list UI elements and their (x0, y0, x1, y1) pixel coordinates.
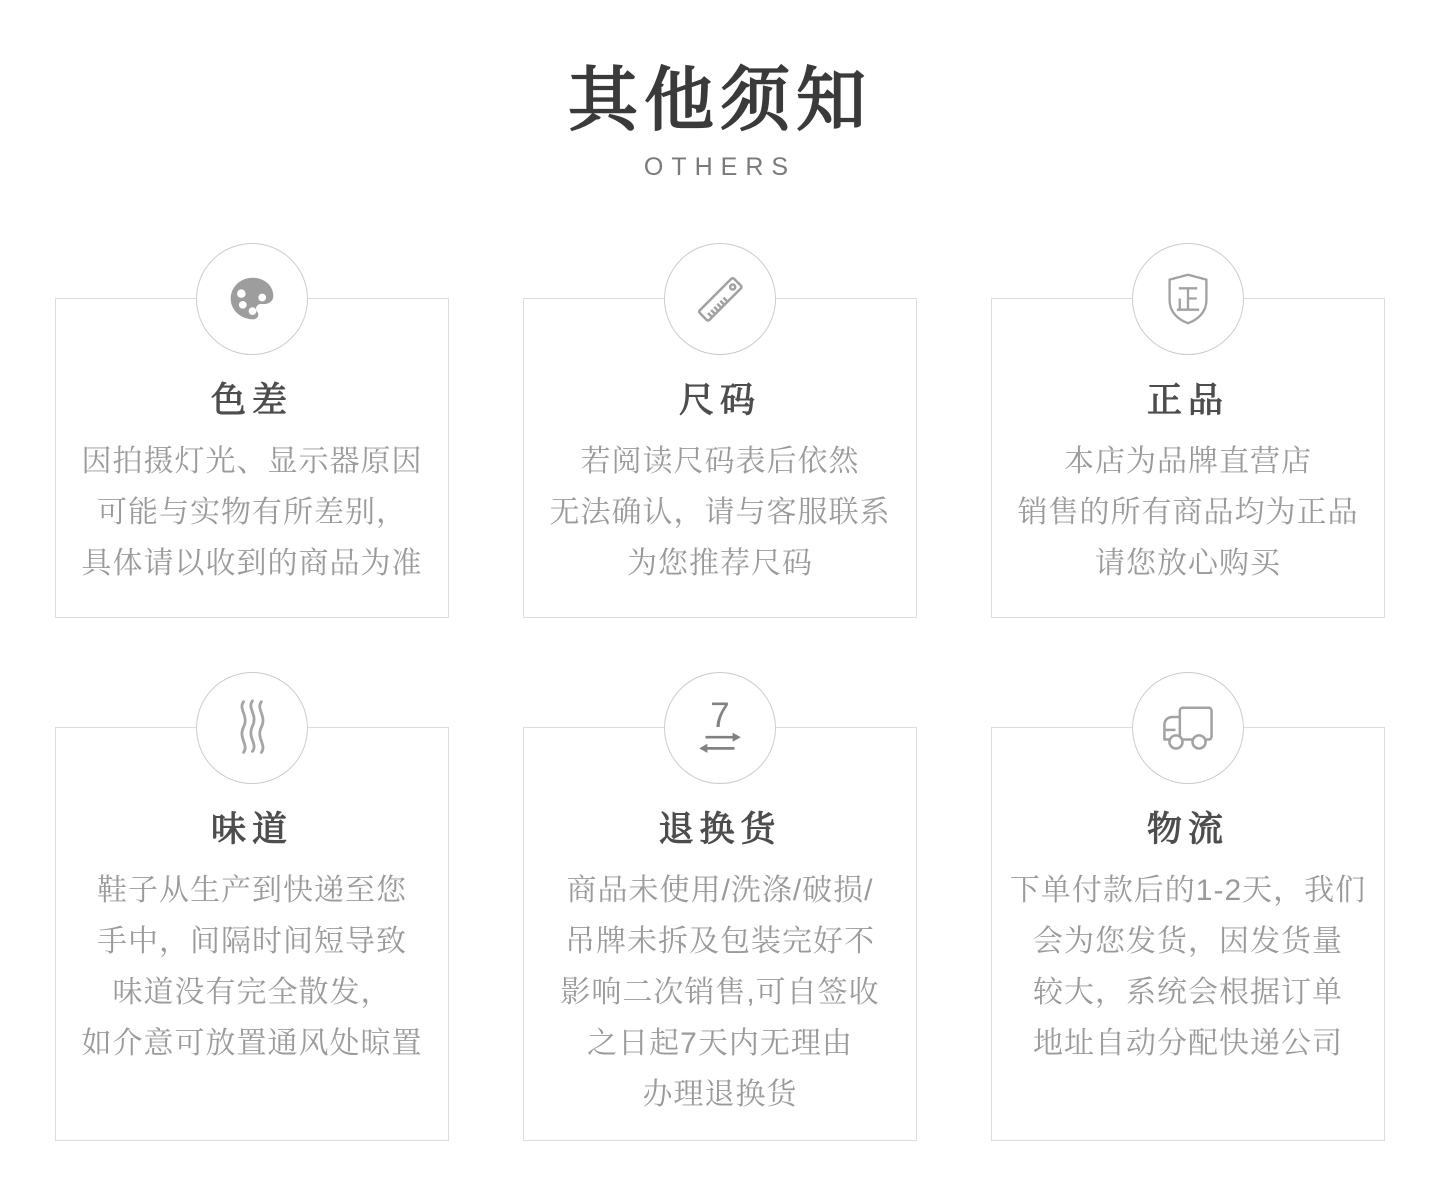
card-body (992, 865, 1384, 1069)
card-title: 色差 (210, 381, 293, 420)
return-exchange-icon-badge (664, 672, 776, 784)
card-body (56, 865, 448, 1069)
card-body (56, 436, 448, 589)
delivery-truck-icon-badge (1132, 672, 1244, 784)
card-color-difference (55, 298, 449, 618)
card-text-line: 具体请以收到的商品为准 (81, 547, 423, 580)
palette-icon-badge (196, 243, 308, 355)
card-text-line: 味道没有完全散发， (112, 976, 392, 1009)
card-text-line: 手中，间隔时间短导致 (97, 925, 407, 958)
card-text-line: 较大，系统会根据订单 (1033, 976, 1343, 1009)
card-title: 味道 (210, 810, 293, 849)
card-size (523, 298, 917, 618)
card-text-line: 为您推荐尺码 (627, 547, 813, 580)
card-text-line: 会为您发货，因发货量 (1033, 925, 1343, 958)
page-subtitle: OTHERS (643, 153, 797, 181)
card-text-line: 下单付款后的1-2天，我们 (1009, 874, 1367, 907)
delivery-truck-icon (1157, 703, 1219, 753)
card-odor (55, 727, 449, 1141)
card-text-line: 请您放心购买 (1095, 547, 1281, 580)
card-text-line: 吊牌未拆及包装完好不 (565, 925, 875, 958)
card-text-line: 因拍摄灯光、显示器原因 (81, 445, 423, 478)
card-title: 物流 (1146, 810, 1229, 849)
card-text-line: 无法确认，请与客服联系 (549, 496, 891, 529)
card-text-line: 之日起7天内无理由 (587, 1027, 853, 1060)
return-exchange-icon (689, 697, 751, 759)
genuine-shield-icon-badge (1132, 243, 1244, 355)
card-shipping (991, 727, 1385, 1141)
ruler-icon (689, 268, 751, 330)
card-title: 退换货 (658, 810, 782, 849)
odor-steam-icon (222, 698, 282, 758)
card-text-line: 办理退换货 (642, 1078, 798, 1111)
card-text-line: 地址自动分配快递公司 (1033, 1027, 1343, 1060)
palette-icon (221, 268, 283, 330)
section-header (0, 0, 1440, 182)
card-authenticity (991, 298, 1385, 618)
card-returns (523, 697, 917, 1141)
card-body (524, 865, 916, 1120)
card-title: 正品 (1146, 381, 1229, 420)
card-body (992, 436, 1384, 589)
notice-cards-grid (55, 298, 1385, 1141)
card-body (524, 436, 916, 589)
card-text-line: 可能与实物有所差别， (97, 496, 407, 529)
card-text-line: 商品未使用/洗涤/破损/ (566, 874, 874, 907)
seven-days-label: 7 (710, 697, 730, 736)
card-title: 尺码 (678, 381, 761, 420)
card-text-line: 影响二次销售,可自签收 (560, 976, 880, 1009)
genuine-shield-icon (1157, 268, 1219, 330)
card-text-line: 销售的所有商品均为正品 (1017, 496, 1359, 529)
card-text-line: 本店为品牌直营店 (1064, 445, 1312, 478)
odor-steam-icon-badge (196, 672, 308, 784)
card-text-line: 如介意可放置通风处晾置 (81, 1027, 423, 1060)
page-title: 其他须知 (568, 61, 872, 139)
ruler-icon-badge (664, 243, 776, 355)
card-text-line: 鞋子从生产到快递至您 (97, 874, 407, 907)
card-text-line: 若阅读尺码表后依然 (580, 445, 860, 478)
